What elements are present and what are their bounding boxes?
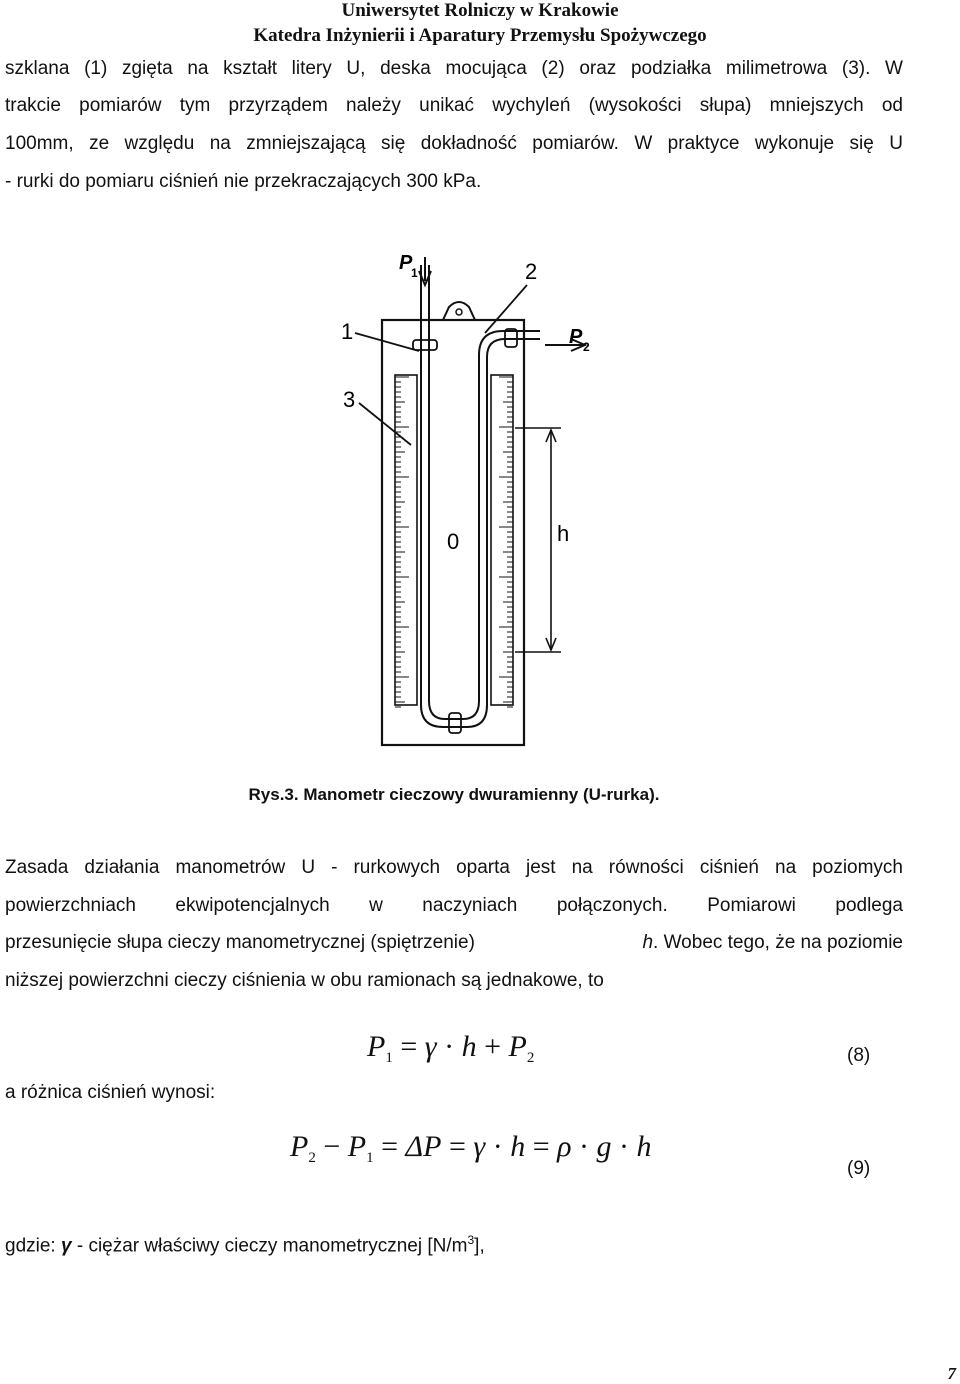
- principle-line-3: [5, 932, 903, 954]
- equation-9: $P_2 - P_1 = \Delta P = \gamma \cdot h = \rho \cdot g \cdot h$: [290, 1130, 652, 1166]
- label-h: h: [557, 521, 570, 546]
- equation-9-number: (9): [847, 1158, 871, 1179]
- scale-left: [395, 375, 417, 705]
- difference-text: a różnica ciśnień wynosi:: [5, 1082, 216, 1103]
- equation-8: $P_1 = \gamma \cdot h + P_2$: [367, 1030, 535, 1066]
- u-tube-manometer-figure: [325, 235, 615, 755]
- intro-line-4: - rurki do pomiaru ciśnień nie przekraczających 300 kPa.: [5, 171, 482, 192]
- intro-line-3: 100mm, ze względu na zmniejszającą się dokładność pomiarów. W praktyce wykonuje się U: [5, 133, 903, 154]
- label-p2-sub: 2: [583, 340, 590, 354]
- figure-caption: Rys.3. Manometr cieczowy dwuramienny (U-rurka).: [248, 785, 660, 804]
- label-p1-sub: 1: [411, 266, 418, 280]
- principle-h-symbol: h: [642, 932, 654, 953]
- page-number: 7: [947, 1364, 956, 1383]
- header-university: Uniwersytet Rolniczy w Krakowie: [341, 0, 619, 21]
- principle-line-4: niższej powierzchni cieczy ciśnienia w obu ramionach są jednakowe, to: [5, 970, 604, 991]
- principle-line-3-text: przesunięcie słupa cieczy manometrycznej (spiętrzenie): [5, 932, 475, 953]
- label-glass-tube: 1: [341, 319, 354, 344]
- hanging-tab: [443, 302, 475, 320]
- label-p2: P: [569, 326, 583, 348]
- label-scale: 3: [343, 387, 356, 412]
- equation-8-number: (8): [847, 1045, 871, 1066]
- label-zero: 0: [447, 529, 460, 554]
- header-department: Katedra Inżynierii i Aparatury Przemysłu Spożywczego: [253, 25, 707, 46]
- label-board: 2: [525, 259, 538, 284]
- u-tube-glass: [421, 265, 540, 727]
- tube-clamp-bottom: [449, 713, 461, 733]
- intro-line-2: trakcie pomiarów tym przyrządem należy unikać wychyleń (wysokości słupa) mniejszych od: [5, 95, 903, 116]
- principle-line-1: Zasada działania manometrów U - rurkowych oparta jest na równości ciśnień na poziomych: [5, 857, 903, 878]
- scale-right: [491, 375, 513, 705]
- tube-clamp-top: [413, 340, 437, 350]
- principle-line-3-tail: . Wobec tego, że na poziomie: [653, 932, 903, 953]
- principle-line-2: powierzchniach ekwipotencjalnych w naczyniach połączonych. Pomiarowi podlega: [5, 895, 903, 916]
- where-definition: gdzie: γ - ciężar właściwy cieczy manometrycznej $[N/m^3]$,: [5, 1233, 485, 1257]
- label-p1: P: [399, 252, 413, 274]
- intro-line-1: szklana (1) zgięta na kształt litery U, deska mocująca (2) oraz podziałka milimetrowa (3). W: [5, 58, 903, 79]
